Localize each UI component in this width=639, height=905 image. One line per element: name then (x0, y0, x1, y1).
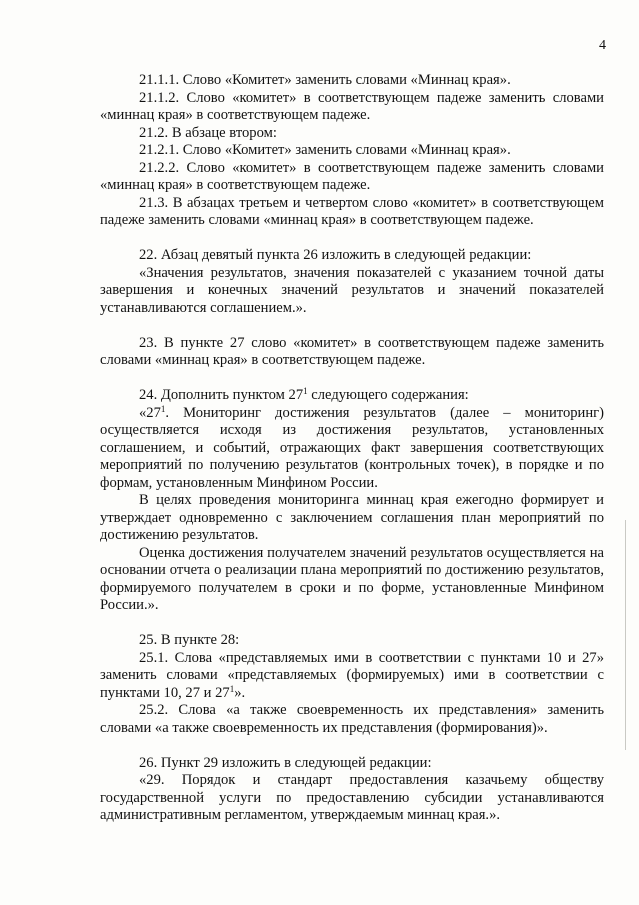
paragraph-24-monitoring: В целях проведения мониторинга миннац края ежегодно формирует и утверждает одновременно с заключением соглашения план мероприятий по достижению результатов. (100, 492, 604, 543)
paragraph-26: 26. Пункт 29 изложить в следующей редакции: (139, 754, 432, 771)
paragraph-25: 25. В пункте 28: (139, 632, 240, 648)
superscript: 1 (303, 386, 308, 396)
paragraph-24-assessment: Оценка достижения получателем значений результатов осуществляется на основании отчета о реализации плана мероприятий по достижению результатов, формируемого получателем в сроки и по форме, установленные Минфином России.». (100, 544, 604, 613)
paragraph-25-2: 25.2. Слова «а также своевременность их представления» заменить словами «а также своевременность их представления (формирования)». (100, 702, 604, 736)
document-body (100, 72, 604, 825)
paragraph-24: 24. Дополнить пунктом $27^1$ следующего содержания: (139, 386, 469, 403)
scan-edge-line (625, 520, 626, 750)
paragraph-21-1-2: 21.1.2. Слово «комитет» в соответствующем падеже заменить словами «миннац края» в соответствующем падеже. (100, 89, 604, 123)
page-number: 4 (599, 38, 606, 53)
paragraph-21-2: 21.2. В абзаце втором: (139, 124, 277, 141)
paragraph-21-3: 21.3. В абзацах третьем и четвертом слово «комитет» в соответствующем падеже заменить словами «миннац края» в соответствующем падеже. (100, 194, 604, 228)
paragraph-21-1-1: 21.1.1. Слово «Комитет» заменить словами «Миннац края». (139, 72, 511, 88)
paragraph-26-quote: «29. Порядок и стандарт предоставления казачьему обществу государственной услуги по предоставлению субсидии устанавливаются административным регламентом, утверждаемым миннац края.». (100, 772, 604, 823)
paragraph-25-1: 25.1. Слова «представляемых ими в соответствии с пунктами 10 и 27» заменить словами «представляемых (формируемых) ими в соответствии с пунктами 10, 27 и $27^1$». (100, 649, 604, 701)
paragraph-22-quote: «Значения результатов, значения показателей с указанием точной даты завершения и конечных значений результатов и значений показателей устанавливаются соглашением.». (100, 264, 604, 316)
paragraph-23: 23. В пункте 27 слово «комитет» в соответствующем падеже заменить словами «миннац края» в соответствующем падеже. (100, 334, 604, 368)
superscript: 1 (229, 683, 235, 694)
superscript: 1 (160, 403, 166, 414)
paragraph-24-quote: «$27^1$. Мониторинг достижения результатов (далее – мониторинг) осуществляется исходя из достижения результатов, установленных соглашением, и событий, отражающих факт завершения соответствующих мероприятий по получению результатов (контрольных точек), в порядке и по формам, установленным Минфином России. (100, 403, 604, 491)
paragraph-21-2-2: 21.2.2. Слово «комитет» в соответствующем падеже заменить словами «миннац края» в соответствующем падеже. (100, 159, 604, 193)
paragraph-22: 22. Абзац девятый пункта 26 изложить в следующей редакции: (139, 247, 532, 263)
paragraph-21-2-1: 21.2.1. Слово «Комитет» заменить словами «Миннац края». (139, 142, 511, 158)
